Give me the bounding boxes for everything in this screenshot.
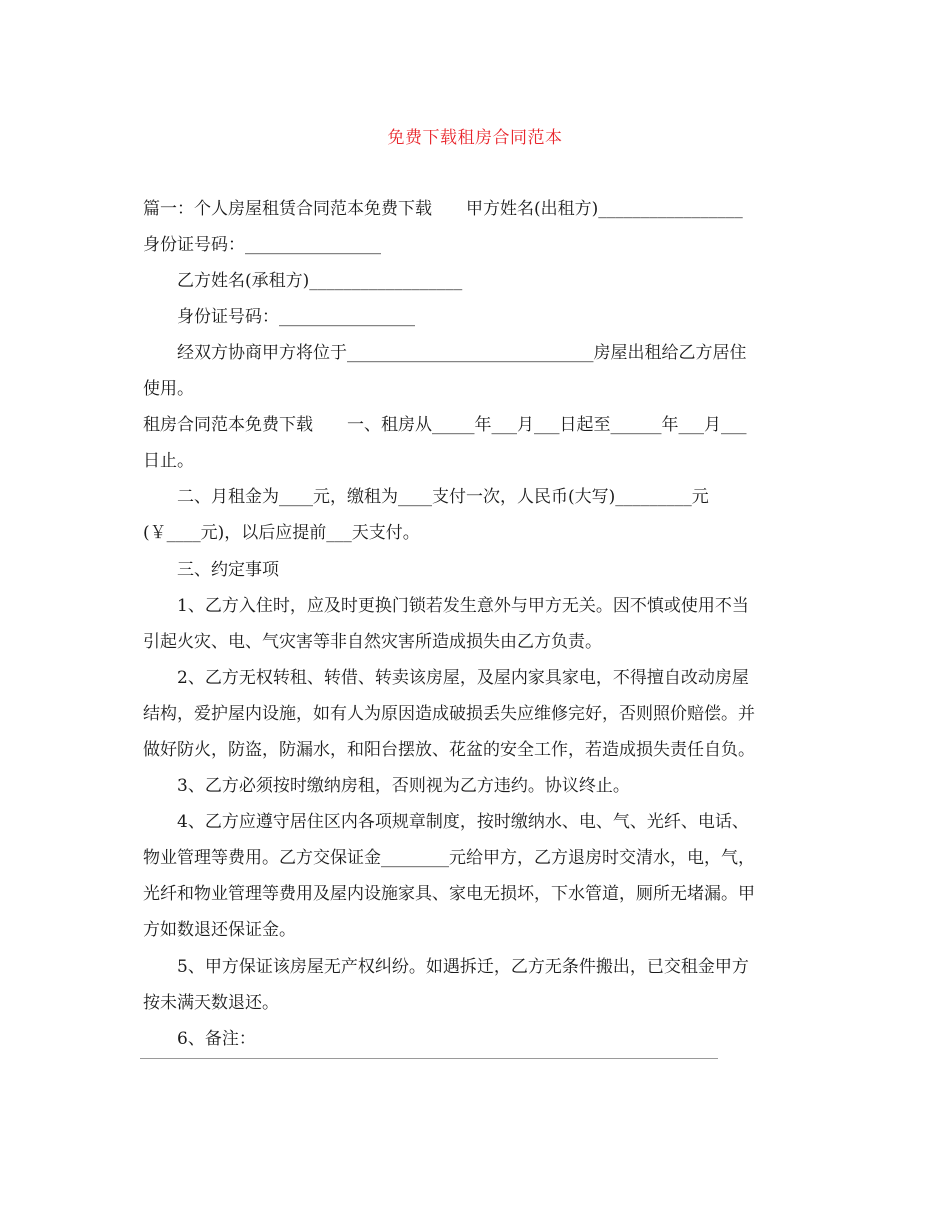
text-line: (￥____元)，以后应提前___天支付。 bbox=[143, 523, 420, 543]
text-line: 4、乙方应遵守居住区内各项规章制度，按时缴纳水、电、气、光纤、电话、 bbox=[177, 812, 749, 832]
section-heading: 三、约定事项 bbox=[177, 560, 279, 580]
text-line: 按未满天数退还。 bbox=[143, 993, 279, 1013]
text-line: 5、甲方保证该房屋无产权纠纷。如遇拆迁，乙方无条件搬出，已交租金甲方 bbox=[177, 957, 749, 977]
text-line: 1、乙方入住时，应及时更换门锁若发生意外与甲方无关。因不慎或使用不当 bbox=[177, 596, 749, 616]
text-line: 物业管理等费用。乙方交保证金________元给甲方，乙方退房时交清水，电，气， bbox=[143, 848, 755, 868]
text-line: 6、备注： bbox=[177, 1029, 256, 1049]
text-line: 2、乙方无权转租、转借、转卖该房屋，及屋内家具家电，不得擅自改动房屋 bbox=[177, 668, 749, 688]
text-line: 结构，爱护屋内设施，如有人为原因造成破损丢失应维修完好，否则照价赔偿。并 bbox=[143, 704, 755, 724]
text-line: 身份证号码：________________ bbox=[177, 307, 415, 327]
text-line: 日止。 bbox=[143, 451, 194, 471]
text-line: 3、乙方必须按时缴纳房租，否则视为乙方违约。协议终止。 bbox=[177, 776, 630, 796]
text-line: 引起火灾、电、气灾害等非自然灾害所造成损失由乙方负责。 bbox=[143, 632, 602, 652]
text-line: 使用。 bbox=[143, 379, 194, 399]
text-line: 乙方姓名(承租方)__________________ bbox=[177, 271, 463, 291]
text-line: 二、月租金为____元，缴租为____支付一次，人民币(大写)_________元 bbox=[177, 487, 709, 507]
text-line: 方如数退还保证金。 bbox=[143, 920, 296, 940]
text-line: 光纤和物业管理等费用及屋内设施家具、家电无损坏，下水管道，厕所无堵漏。甲 bbox=[143, 884, 755, 904]
text-line: 篇一：个人房屋租赁合同范本免费下载 甲方姓名(出租方)_________________ bbox=[143, 199, 743, 219]
notes-underline bbox=[140, 1058, 718, 1059]
document-title: 免费下载租房合同范本 bbox=[387, 128, 563, 148]
text-line: 做好防火，防盗，防漏水，和阳台摆放、花盆的安全工作，若造成损失责任自负。 bbox=[143, 740, 755, 760]
text-line: 租房合同范本免费下载 一、租房从_____年___月___日起至______年___月___ bbox=[143, 415, 747, 435]
text-line: 身份证号码：________________ bbox=[143, 235, 381, 255]
text-line: 经双方协商甲方将位于_____________________________房屋出租给乙方居住 bbox=[177, 343, 747, 363]
